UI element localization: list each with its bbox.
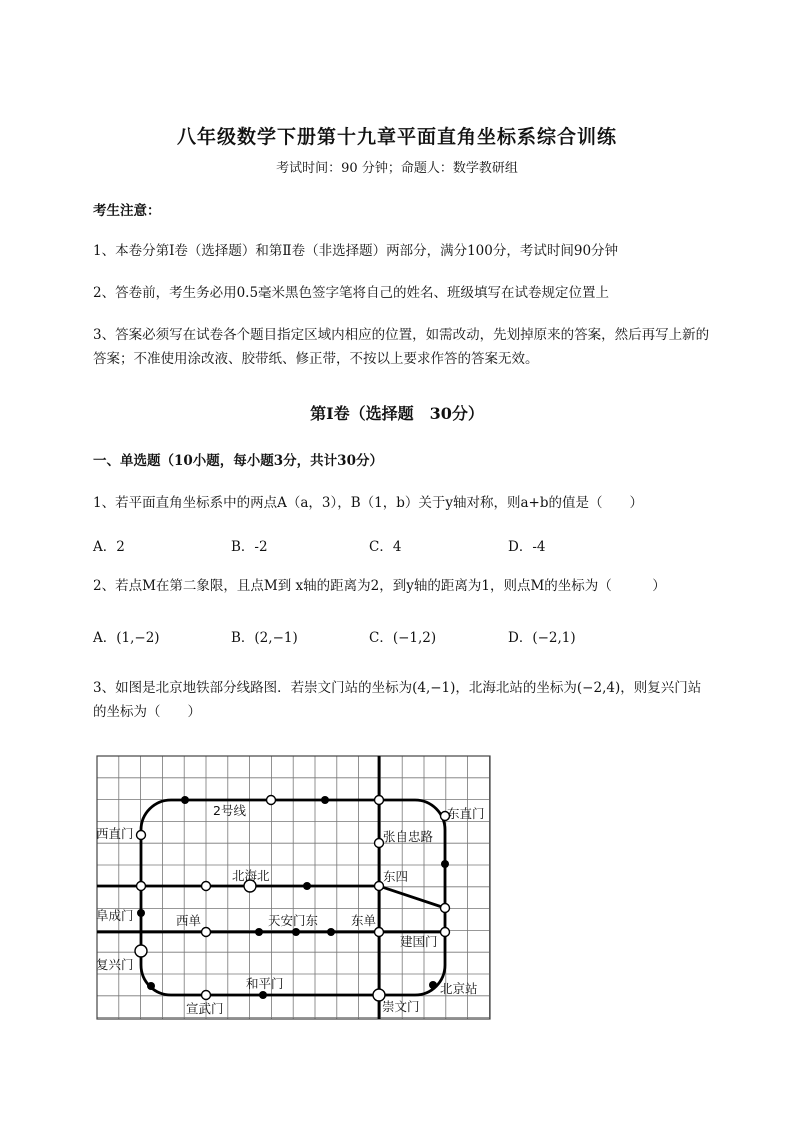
question-2-option-a[interactable]: A．(1,−2) bbox=[93, 630, 160, 646]
line-dongsi-diagonal bbox=[379, 886, 445, 908]
notice-heading: 考生注意： bbox=[93, 203, 161, 219]
label-hepingmen: 和平门 bbox=[246, 976, 284, 991]
label-chongwenmen: 崇文门 bbox=[382, 999, 420, 1014]
label-dongdan: 东单 bbox=[351, 913, 377, 928]
station-dot-east bbox=[441, 860, 449, 868]
label-xizhimen: 西直门 bbox=[96, 826, 134, 841]
map-grid bbox=[97, 756, 490, 1019]
label-zhangzizhonglu: 张自忠路 bbox=[383, 829, 434, 844]
question-2-option-c[interactable]: C．(−1,2) bbox=[369, 630, 437, 646]
station-west-2 bbox=[202, 882, 211, 891]
exam-info: 考试时间：90 分钟；命题人：数学教研组 bbox=[276, 161, 518, 176]
notice-item-1: 1、本卷分第Ⅰ卷（选择题）和第Ⅱ卷（非选择题）两部分，满分100分，考试时间90分钟 bbox=[93, 243, 619, 259]
question-1-option-a[interactable]: A．2 bbox=[93, 539, 125, 555]
station-dot-beihai-line bbox=[303, 882, 311, 890]
station-dot-changan-a bbox=[255, 928, 263, 936]
question-3-stem: 3、如图是北京地铁部分线路图．若崇文门站的坐标为(4,−1)，北海北站的坐标为(−2,4)，则复兴门站的坐标为（ ） bbox=[93, 680, 702, 720]
label-dongzhimen: 东直门 bbox=[447, 806, 485, 821]
station-dot-changan-c bbox=[327, 928, 335, 936]
station-dot-north-b bbox=[321, 796, 329, 804]
station-beijingzhan bbox=[429, 981, 437, 989]
station-dot-southwest bbox=[147, 982, 155, 990]
label-xidan: 西单 bbox=[176, 913, 202, 928]
station-fuchengmen bbox=[137, 909, 145, 917]
station-north-1 bbox=[267, 796, 276, 805]
label-beijingzhan: 北京站 bbox=[440, 981, 478, 996]
page-title: 八年级数学下册第十九章平面直角坐标系综合训练 bbox=[176, 126, 617, 148]
question-2-option-d[interactable]: D．(−2,1) bbox=[508, 630, 576, 646]
station-jianguomen bbox=[441, 928, 450, 937]
station-xuanwumen bbox=[202, 991, 211, 1000]
station-dot-north-a bbox=[181, 796, 189, 804]
station-fuxingmen bbox=[135, 945, 147, 957]
part-heading: 一、单选题（10小题，每小题3分，共计30分） bbox=[93, 453, 383, 469]
section-title: 第Ⅰ卷（选择题 30分） bbox=[310, 404, 484, 423]
notice-item-2: 2、答卷前，考生务必用0.5毫米黑色签字笔将自己的姓名、班级填写在试卷规定位置上 bbox=[93, 285, 610, 301]
label-tiananmendong: 天安门东 bbox=[268, 913, 319, 928]
label-xuanwumen: 宣武门 bbox=[186, 1001, 224, 1016]
question-2-stem: 2、若点M在第二象限，且点M到 x轴的距离为2，到y轴的距离为1，则点M的坐标为（ ） bbox=[93, 578, 666, 594]
station-north-2 bbox=[375, 796, 384, 805]
station-dot-changan-b bbox=[292, 928, 300, 936]
label-jianguomen: 建国门 bbox=[400, 934, 438, 949]
label-fuxingmen: 复兴门 bbox=[96, 957, 134, 972]
question-1-option-b[interactable]: B．-2 bbox=[231, 539, 268, 555]
station-dongdan bbox=[375, 928, 384, 937]
question-1-option-d[interactable]: D．-4 bbox=[508, 539, 546, 555]
label-fuchengmen: 阜成门 bbox=[96, 908, 134, 923]
question-1-stem: 1、若平面直角坐标系中的两点A（a，3），B（1，b）关于y轴对称，则a+b的值是（ ） bbox=[93, 495, 644, 511]
station-east-1 bbox=[441, 904, 450, 913]
label-dongsi: 东四 bbox=[383, 869, 409, 884]
question-1-option-c[interactable]: C．4 bbox=[369, 539, 402, 555]
label-beihaibei: 北海北 bbox=[232, 868, 270, 883]
subway-map bbox=[96, 755, 492, 1023]
station-west-1 bbox=[137, 882, 146, 891]
label-line-2: 2号线 bbox=[213, 803, 246, 818]
notice-item-3: 3、答案必须写在试卷各个题目指定区域内相应的位置，如需改动，先划掉原来的答案，然后再写上新的答案；不准使用涂改液、胶带纸、修正带，不按以上要求作答的答案无效。 bbox=[93, 327, 710, 367]
station-xidan bbox=[202, 928, 211, 937]
question-2-option-b[interactable]: B．(2,−1) bbox=[231, 630, 298, 646]
station-xizhimen bbox=[137, 831, 146, 840]
station-hepingmen bbox=[259, 991, 267, 999]
